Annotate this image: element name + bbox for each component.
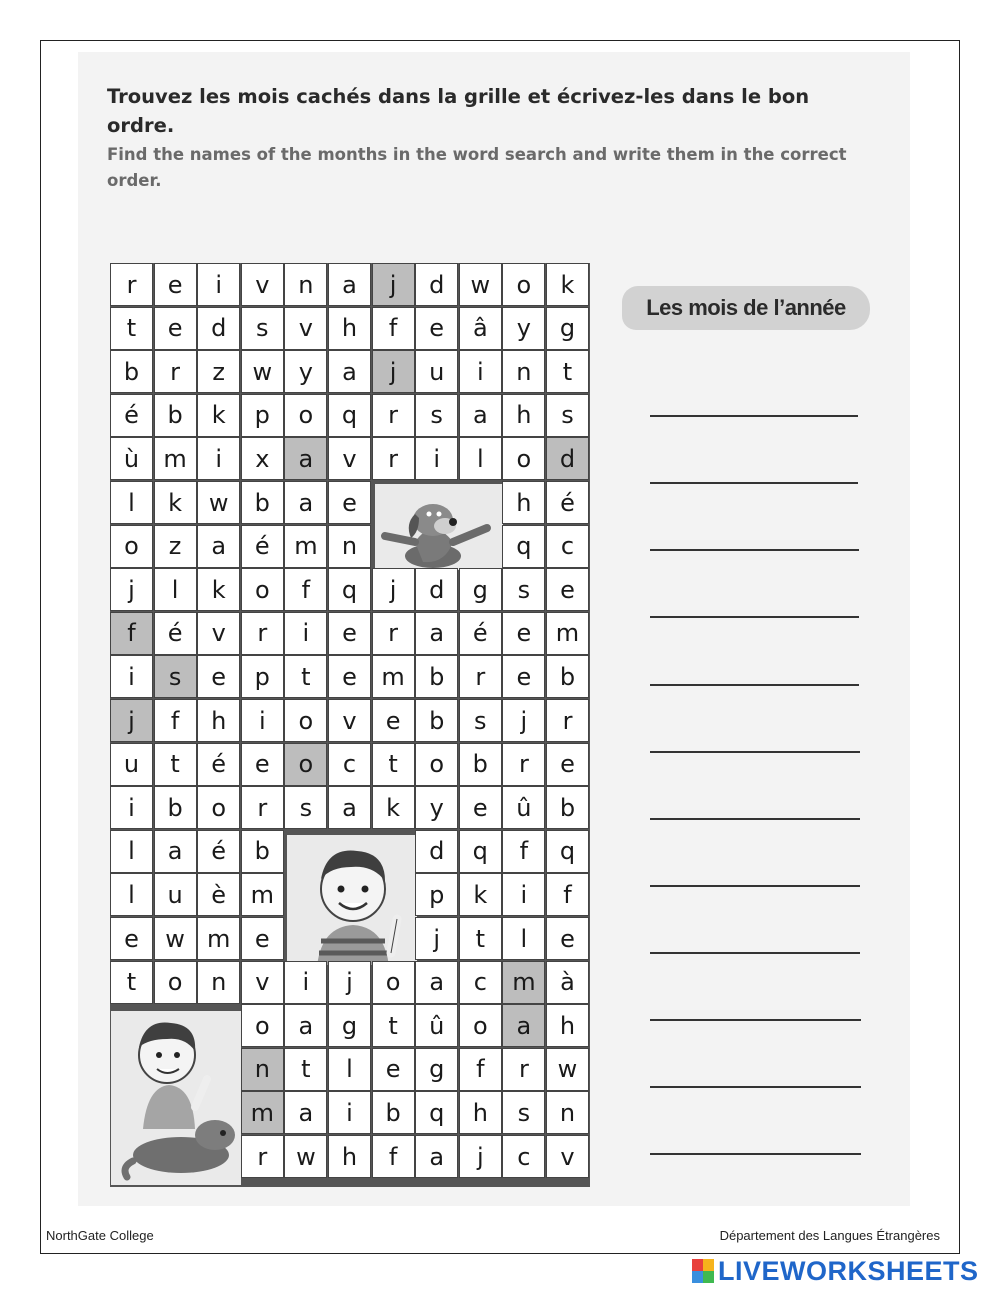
boy-illustration — [286, 834, 418, 966]
grid-cell: o — [284, 394, 327, 437]
grid-cell: z — [197, 350, 240, 393]
grid-cell: p — [241, 655, 284, 698]
grid-cell: f — [459, 1048, 502, 1091]
grid-cell: r — [459, 655, 502, 698]
grid-cell: t — [284, 655, 327, 698]
grid-cell: j — [372, 263, 415, 306]
answer-line[interactable] — [650, 684, 859, 686]
grid-cell: b — [154, 786, 197, 829]
boy-with-dog-illustration — [110, 1010, 242, 1186]
grid-cell: v — [241, 961, 284, 1004]
grid-cell: h — [502, 394, 545, 437]
dog-illustration — [374, 483, 504, 571]
grid-cell: s — [415, 394, 458, 437]
grid-cell: i — [110, 655, 153, 698]
grid-cell: j — [459, 1135, 502, 1178]
grid-cell: é — [459, 612, 502, 655]
grid-cell: o — [502, 263, 545, 306]
grid-cell: k — [459, 873, 502, 916]
grid-cell: o — [197, 786, 240, 829]
grid-cell: i — [415, 437, 458, 480]
grid-cell: q — [415, 1091, 458, 1134]
grid-cell: n — [328, 525, 371, 568]
grid-cell: w — [546, 1048, 589, 1091]
grid-cell: w — [241, 350, 284, 393]
grid-cell: b — [372, 1091, 415, 1134]
answer-line[interactable] — [650, 1019, 861, 1021]
grid-cell: r — [372, 437, 415, 480]
grid-cell: w — [154, 917, 197, 960]
grid-cell: y — [502, 307, 545, 350]
grid-cell: p — [241, 394, 284, 437]
grid-cell: s — [154, 655, 197, 698]
grid-cell: v — [328, 699, 371, 742]
grid-cell: é — [546, 481, 589, 524]
answer-line[interactable] — [650, 549, 859, 551]
grid-cell: e — [328, 655, 371, 698]
grid-cell: é — [197, 830, 240, 873]
grid-cell: t — [372, 743, 415, 786]
grid-cell: r — [241, 786, 284, 829]
grid-cell: t — [154, 743, 197, 786]
grid-cell: a — [154, 830, 197, 873]
grid-cell: x — [241, 437, 284, 480]
grid-cell: d — [415, 830, 458, 873]
grid-cell: o — [241, 1004, 284, 1047]
grid-cell: k — [197, 568, 240, 611]
grid-cell: v — [241, 263, 284, 306]
grid-cell: i — [197, 263, 240, 306]
grid-cell: e — [546, 917, 589, 960]
grid-cell: k — [546, 263, 589, 306]
grid-cell: l — [110, 830, 153, 873]
grid-cell: a — [284, 1091, 327, 1134]
grid-cell: g — [415, 1048, 458, 1091]
grid-cell: r — [546, 699, 589, 742]
grid-cell: e — [241, 743, 284, 786]
grid-cell: q — [328, 394, 371, 437]
grid-cell: e — [502, 655, 545, 698]
grid-cell: q — [459, 830, 502, 873]
grid-cell: b — [546, 655, 589, 698]
grid-cell: e — [372, 1048, 415, 1091]
grid-cell: é — [110, 394, 153, 437]
grid-cell: e — [328, 481, 371, 524]
grid-cell: c — [502, 1135, 545, 1178]
grid-cell: a — [459, 394, 502, 437]
grid-cell: b — [459, 743, 502, 786]
grid-cell: û — [502, 786, 545, 829]
grid-cell: s — [502, 1091, 545, 1134]
grid-cell: a — [284, 481, 327, 524]
answer-line[interactable] — [650, 751, 860, 753]
answer-line[interactable] — [650, 1086, 861, 1088]
grid-cell: d — [415, 263, 458, 306]
grid-cell: r — [502, 743, 545, 786]
grid-cell: g — [328, 1004, 371, 1047]
grid-cell: j — [110, 568, 153, 611]
grid-cell: e — [241, 917, 284, 960]
grid-cell: t — [284, 1048, 327, 1091]
grid-cell: u — [154, 873, 197, 916]
grid-cell: i — [284, 612, 327, 655]
grid-cell: v — [328, 437, 371, 480]
grid-cell: l — [154, 568, 197, 611]
logo-icon — [692, 1259, 714, 1283]
grid-cell: f — [502, 830, 545, 873]
grid-cell: r — [154, 350, 197, 393]
grid-cell: m — [546, 612, 589, 655]
grid-cell: n — [546, 1091, 589, 1134]
grid-cell: h — [502, 481, 545, 524]
grid-cell: û — [415, 1004, 458, 1047]
grid-cell: j — [328, 961, 371, 1004]
brand-name: LIVEWORKSHEETS — [718, 1255, 979, 1286]
answer-line[interactable] — [650, 952, 860, 954]
grid-cell: m — [241, 1091, 284, 1134]
grid-cell: y — [284, 350, 327, 393]
grid-cell: f — [372, 1135, 415, 1178]
grid-cell: o — [459, 1004, 502, 1047]
grid-cell: g — [459, 568, 502, 611]
grid-cell: r — [110, 263, 153, 306]
grid-cell: h — [197, 699, 240, 742]
grid-cell: q — [546, 830, 589, 873]
grid-cell: r — [241, 1135, 284, 1178]
grid-cell: l — [110, 481, 153, 524]
grid-cell: b — [154, 394, 197, 437]
grid-cell: t — [110, 307, 153, 350]
grid-cell: t — [110, 961, 153, 1004]
grid-cell: h — [328, 1135, 371, 1178]
grid-cell: e — [459, 786, 502, 829]
grid-cell: o — [284, 699, 327, 742]
grid-cell: h — [459, 1091, 502, 1134]
grid-cell: é — [154, 612, 197, 655]
grid-cell: w — [459, 263, 502, 306]
grid-cell: f — [154, 699, 197, 742]
grid-cell: o — [415, 743, 458, 786]
grid-cell: n — [502, 350, 545, 393]
grid-cell: h — [546, 1004, 589, 1047]
grid-cell: u — [110, 743, 153, 786]
grid-cell: b — [415, 655, 458, 698]
grid-cell: f — [284, 568, 327, 611]
grid-cell: e — [328, 612, 371, 655]
grid-cell: e — [154, 263, 197, 306]
grid-cell: s — [241, 307, 284, 350]
grid-cell: w — [284, 1135, 327, 1178]
grid-cell: a — [328, 350, 371, 393]
grid-cell: â — [459, 307, 502, 350]
word-search-grid — [110, 263, 590, 1187]
grid-cell: m — [284, 525, 327, 568]
months-title: Les mois de l’année — [622, 286, 870, 330]
grid-cell: n — [197, 961, 240, 1004]
grid-cell: r — [502, 1048, 545, 1091]
grid-cell: b — [110, 350, 153, 393]
grid-cell: b — [415, 699, 458, 742]
grid-cell: l — [459, 437, 502, 480]
answer-line[interactable] — [650, 616, 859, 618]
footer-school: NorthGate College — [46, 1228, 154, 1243]
grid-cell: i — [110, 786, 153, 829]
grid-cell: i — [241, 699, 284, 742]
grid-cell: v — [284, 307, 327, 350]
grid-cell: p — [415, 873, 458, 916]
grid-cell: d — [546, 437, 589, 480]
grid-cell: ù — [110, 437, 153, 480]
grid-cell: i — [284, 961, 327, 1004]
grid-cell: y — [415, 786, 458, 829]
grid-cell: k — [154, 481, 197, 524]
grid-cell: o — [241, 568, 284, 611]
grid-cell: t — [546, 350, 589, 393]
grid-cell: é — [241, 525, 284, 568]
grid-cell: r — [372, 612, 415, 655]
liveworksheets-logo[interactable] — [692, 1256, 979, 1286]
grid-cell: u — [415, 350, 458, 393]
grid-cell: e — [546, 743, 589, 786]
grid-cell: o — [110, 525, 153, 568]
grid-cell: j — [372, 350, 415, 393]
grid-cell: r — [372, 394, 415, 437]
instruction-french: Trouvez les mois cachés dans la grille et écrivez-les dans le bon ordre. — [107, 85, 810, 137]
grid-cell: d — [415, 568, 458, 611]
grid-cell: b — [546, 786, 589, 829]
grid-cell: i — [502, 873, 545, 916]
footer-department: Département des Langues Étrangères — [719, 1228, 940, 1243]
grid-cell: s — [502, 568, 545, 611]
grid-cell: e — [110, 917, 153, 960]
grid-cell: c — [459, 961, 502, 1004]
grid-cell: m — [372, 655, 415, 698]
grid-cell: m — [241, 873, 284, 916]
grid-cell: l — [110, 873, 153, 916]
grid-cell: s — [284, 786, 327, 829]
grid-cell: t — [372, 1004, 415, 1047]
answer-line[interactable] — [650, 482, 858, 484]
grid-cell: e — [415, 307, 458, 350]
grid-cell: f — [110, 612, 153, 655]
grid-cell: a — [284, 437, 327, 480]
grid-cell: t — [459, 917, 502, 960]
grid-cell: z — [154, 525, 197, 568]
grid-cell: n — [284, 263, 327, 306]
answer-line[interactable] — [650, 415, 858, 417]
grid-cell: i — [459, 350, 502, 393]
grid-cell: s — [546, 394, 589, 437]
answer-line[interactable] — [650, 1153, 861, 1155]
grid-cell: a — [328, 263, 371, 306]
grid-cell: i — [328, 1091, 371, 1134]
grid-cell: q — [502, 525, 545, 568]
grid-cell: s — [459, 699, 502, 742]
grid-cell: c — [328, 743, 371, 786]
grid-cell: a — [328, 786, 371, 829]
grid-cell: b — [241, 481, 284, 524]
grid-cell: j — [502, 699, 545, 742]
grid-cell: m — [197, 917, 240, 960]
grid-cell: a — [197, 525, 240, 568]
grid-cell: n — [241, 1048, 284, 1091]
grid-cell: f — [546, 873, 589, 916]
grid-cell: b — [241, 830, 284, 873]
answer-line[interactable] — [650, 885, 860, 887]
grid-cell: o — [284, 743, 327, 786]
grid-cell: e — [197, 655, 240, 698]
grid-cell: e — [546, 568, 589, 611]
grid-cell: e — [502, 612, 545, 655]
grid-cell: o — [372, 961, 415, 1004]
grid-cell: e — [154, 307, 197, 350]
answer-line[interactable] — [650, 818, 860, 820]
grid-cell: a — [415, 1135, 458, 1178]
grid-cell: l — [502, 917, 545, 960]
grid-cell: m — [154, 437, 197, 480]
grid-cell: k — [372, 786, 415, 829]
grid-cell: à — [546, 961, 589, 1004]
grid-cell: r — [241, 612, 284, 655]
grid-cell: w — [197, 481, 240, 524]
grid-cell: f — [372, 307, 415, 350]
grid-cell: c — [546, 525, 589, 568]
grid-cell: j — [110, 699, 153, 742]
grid-cell: é — [197, 743, 240, 786]
grid-cell: v — [197, 612, 240, 655]
grid-cell: j — [372, 568, 415, 611]
grid-cell: o — [154, 961, 197, 1004]
grid-cell: j — [415, 917, 458, 960]
grid-cell: a — [284, 1004, 327, 1047]
instruction-english: Find the names of the months in the word search and write them in the correct order. — [107, 145, 847, 190]
grid-cell: v — [546, 1135, 589, 1178]
grid-cell: e — [372, 699, 415, 742]
grid-cell: q — [328, 568, 371, 611]
grid-cell: a — [415, 612, 458, 655]
grid-cell: a — [502, 1004, 545, 1047]
grid-cell: g — [546, 307, 589, 350]
grid-cell: o — [502, 437, 545, 480]
grid-cell: h — [328, 307, 371, 350]
grid-cell: d — [197, 307, 240, 350]
grid-cell: è — [197, 873, 240, 916]
grid-cell: m — [502, 961, 545, 1004]
grid-cell: l — [328, 1048, 371, 1091]
grid-cell: k — [197, 394, 240, 437]
grid-cell: a — [415, 961, 458, 1004]
grid-cell: i — [197, 437, 240, 480]
